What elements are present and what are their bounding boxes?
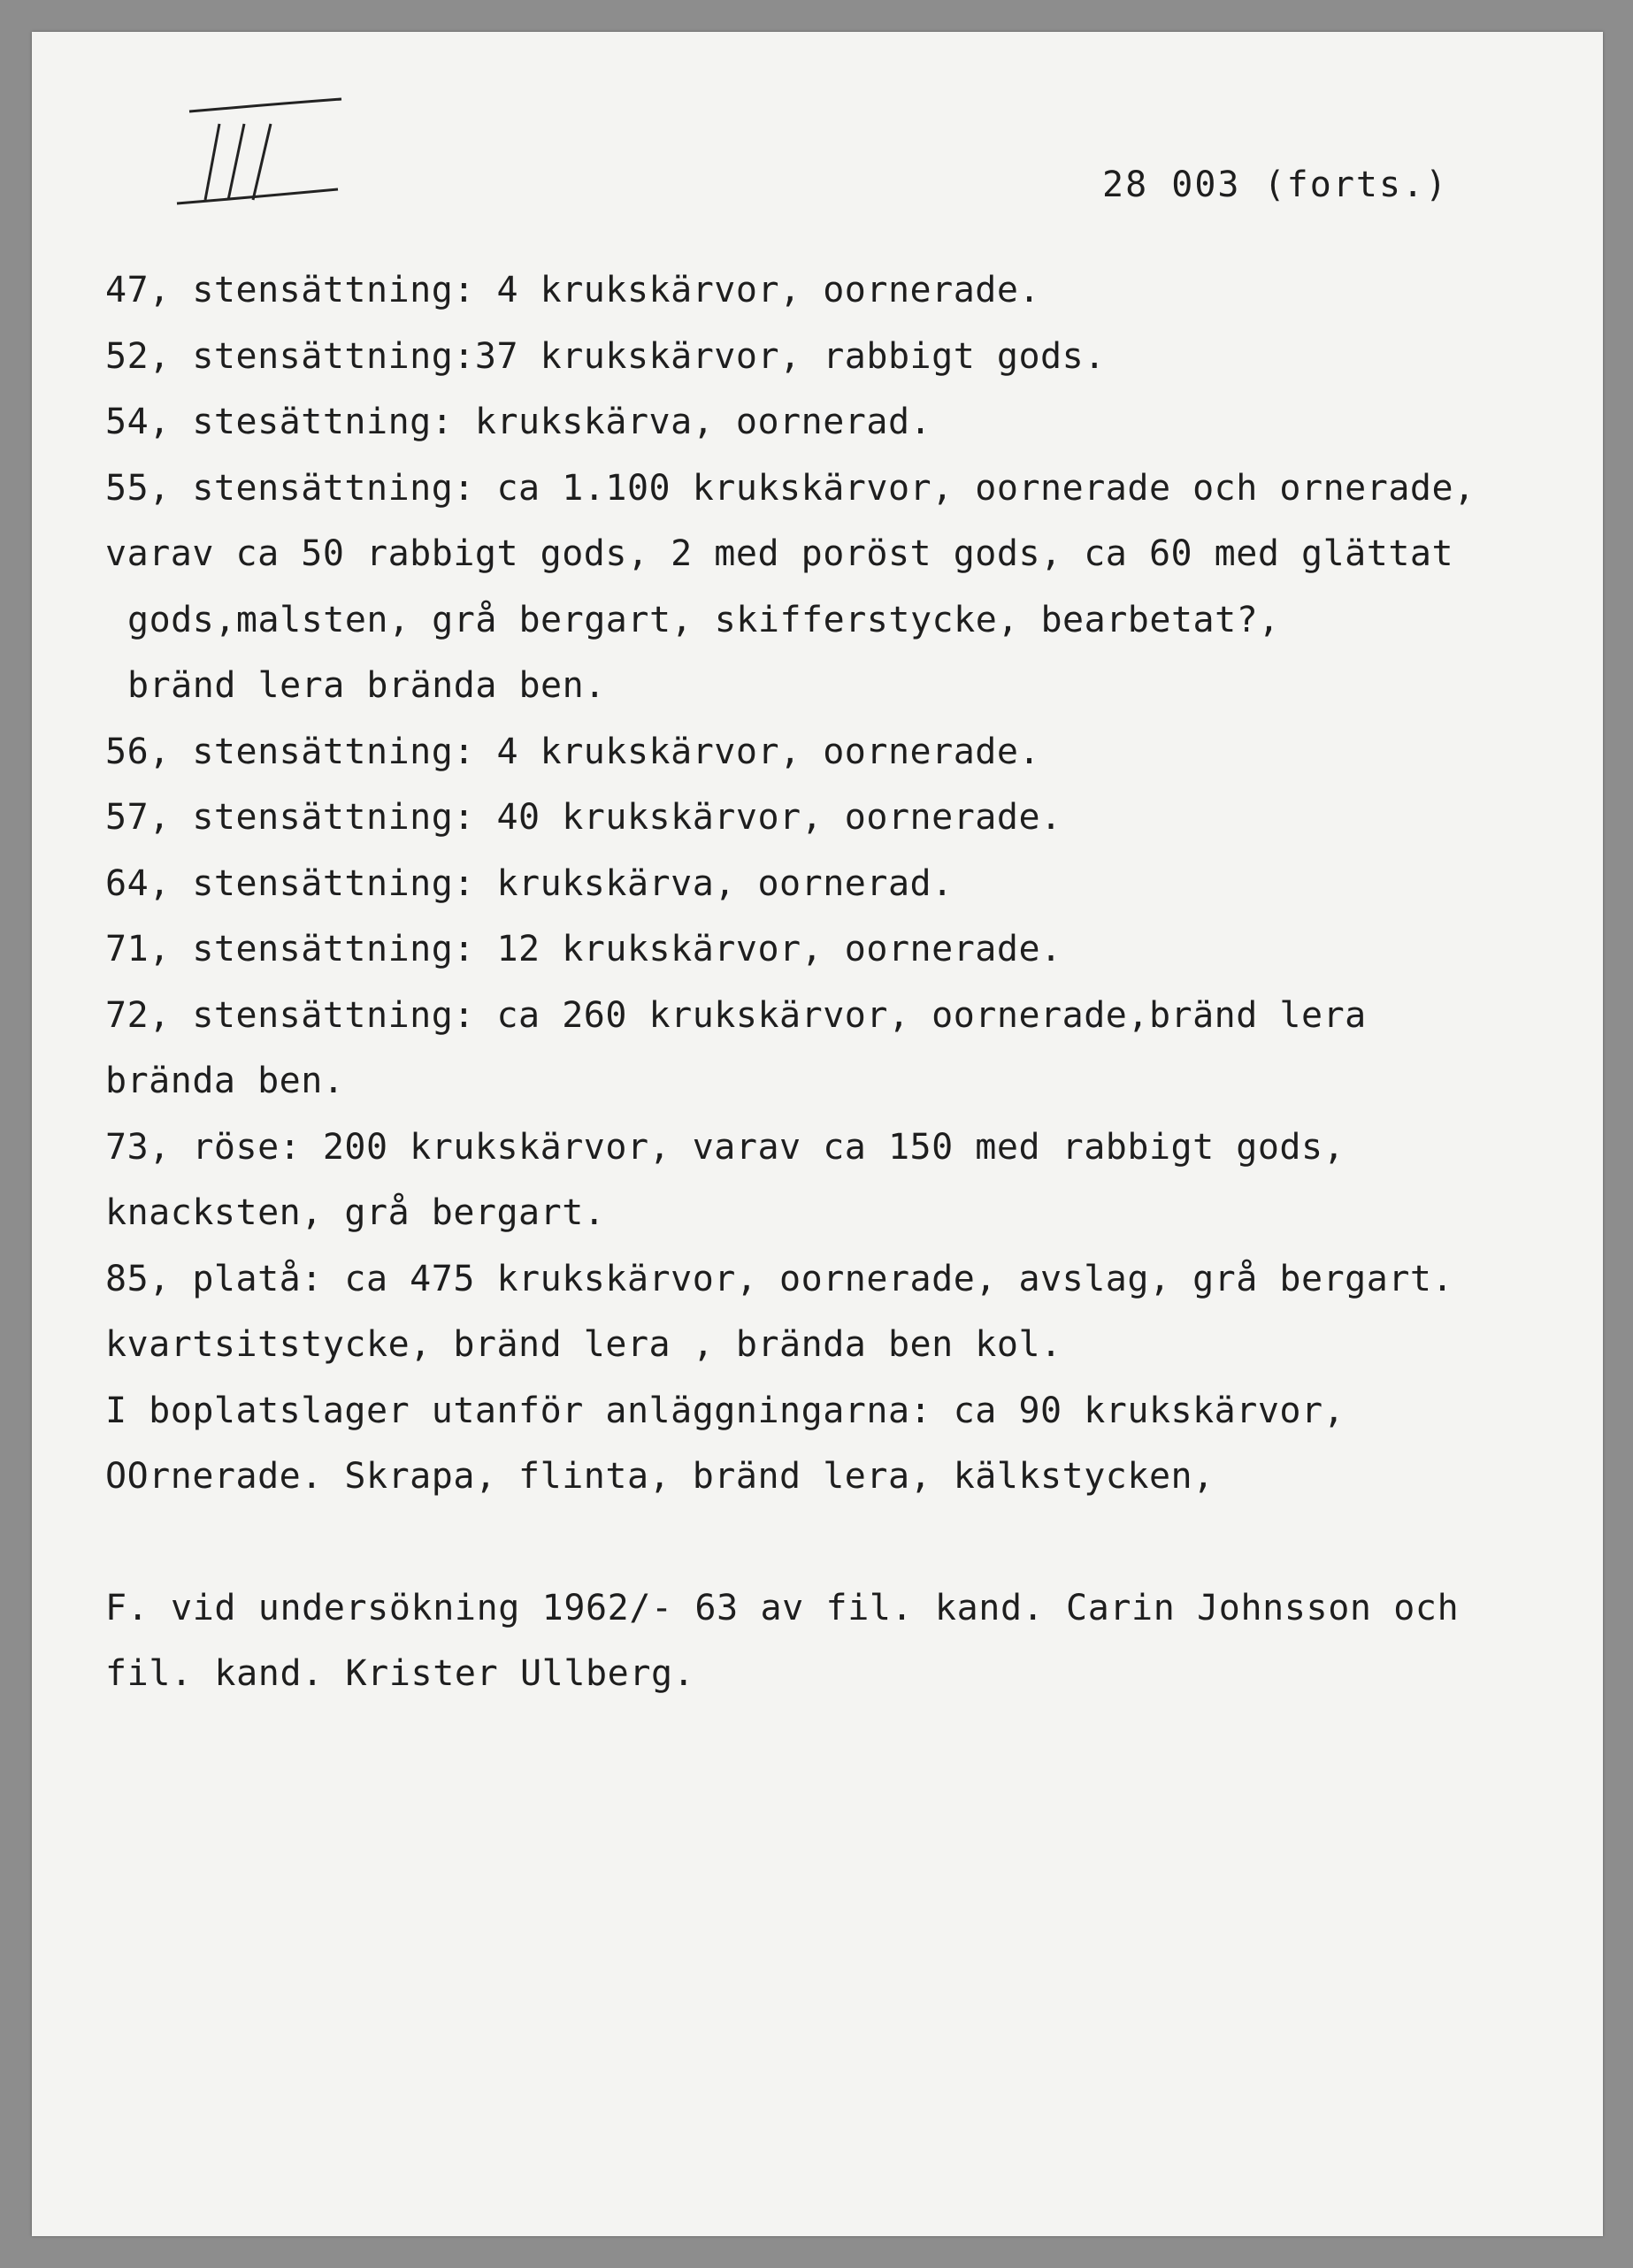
entry-line: 71, stensättning: 12 krukskärvor, oornerade.	[105, 929, 1062, 969]
document-reference: 28 003 (forts.)	[1102, 165, 1449, 205]
entry-line: kvartsitstycke, bränd lera , brända ben kol.	[105, 1324, 1062, 1365]
entry-line: 72, stensättning: ca 260 krukskärvor, oornerade,bränd lera	[105, 994, 1367, 1036]
footer-line: F. vid undersökning 1962/- 63 av fil. kand. Carin Johnsson och	[105, 1588, 1460, 1628]
entry-line: brända ben.	[105, 1061, 345, 1101]
entry-line: OOrnerade. Skrapa, flinta, bränd lera, kälkstycken,	[105, 1456, 1215, 1497]
handwritten-numeral-icon	[165, 80, 359, 221]
entry-line: varav ca 50 rabbigt gods, 2 med poröst gods, ca 60 med glättat	[105, 533, 1454, 574]
roman-numeral-mark	[165, 80, 359, 221]
entry-line: 73, röse: 200 krukskärvor, varav ca 150 med rabbigt gods,	[105, 1126, 1346, 1168]
entry-line: gods,malsten, grå bergart, skifferstycke, bearbetat?,	[127, 599, 1280, 640]
entry-line: 47, stensättning: 4 krukskärvor, oornerade.	[105, 270, 1041, 310]
entry-line: 54, stesättning: krukskärva, oornerad.	[105, 402, 932, 442]
entry-line: 64, stensättning: krukskärva, oornerad.	[105, 862, 954, 904]
entry-line: 85, platå: ca 475 krukskärvor, oornerade, avslag, grå bergart.	[105, 1258, 1454, 1299]
entry-line: knacksten, grå bergart.	[105, 1192, 606, 1233]
footer-line: fil. kand. Krister Ullberg.	[105, 1653, 695, 1694]
entry-line: 57, stensättning: 40 krukskärvor, oornerade.	[105, 797, 1062, 838]
entry-line: 52, stensättning:37 krukskärvor, rabbigt gods.	[105, 335, 1106, 377]
entry-line: I boplatslager utanför anläggningarna: ca 90 krukskärvor,	[105, 1390, 1346, 1431]
document-page	[32, 32, 1603, 2236]
entry-line: bränd lera brända ben.	[127, 665, 606, 706]
entry-line: 55, stensättning: ca 1.100 krukskärvor, oornerade och ornerade,	[105, 467, 1476, 509]
entry-line: 56, stensättning: 4 krukskärvor, oornerade.	[105, 731, 1041, 772]
